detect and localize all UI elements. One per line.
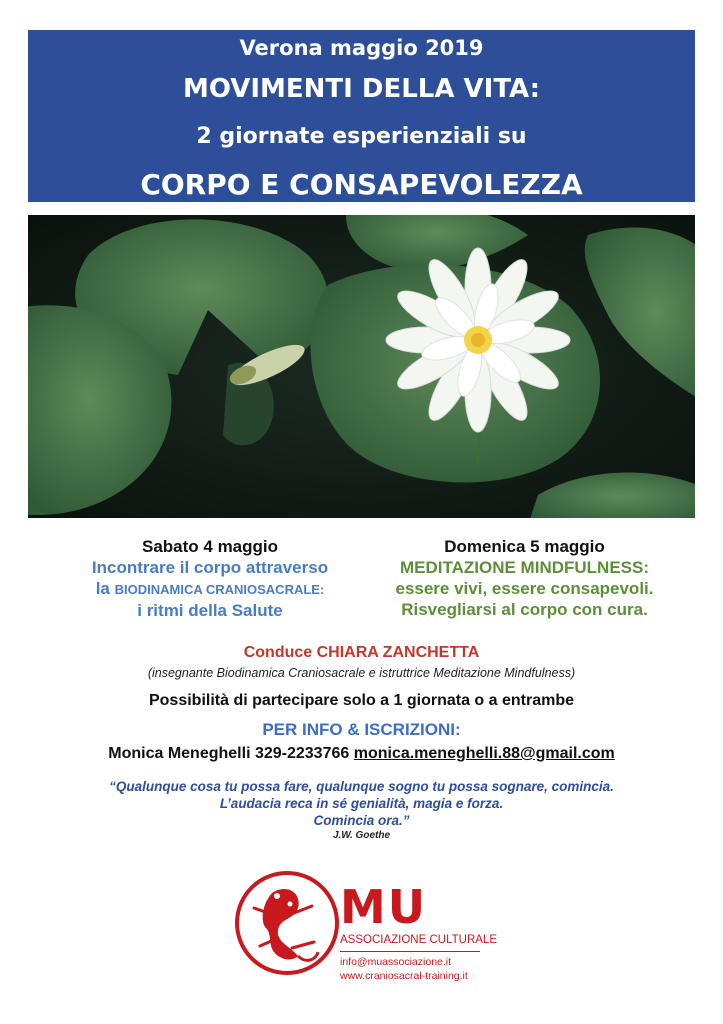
leader-line: Conduce CHIARA ZANCHETTA	[243, 644, 480, 661]
mu-salamander-logo-icon	[232, 868, 342, 978]
title-banner	[28, 30, 695, 202]
sunday-date: Domenica 5 maggio	[444, 537, 605, 556]
event-title: MOVIMENTI DELLA VITA:	[182, 74, 541, 104]
sunday-line2: essere vivi, essere consapevoli.	[395, 579, 654, 598]
saturday-line3: i ritmi della Salute	[137, 601, 283, 620]
participation-note: Possibilità di partecipare solo a 1 giornata o a entrambe	[148, 692, 574, 709]
event-subtitle: 2 giornate esperienziali su	[196, 124, 527, 149]
contact-line	[0, 745, 723, 763]
quote-author: J.W. Goethe	[332, 830, 391, 841]
logo-email[interactable]: info@muassociazione.it	[340, 956, 452, 968]
quote-line1: “Qualunque cosa tu possa fare, qualunque sogno tu possa sognare, comincia.	[109, 779, 614, 794]
water-lily-photo	[28, 215, 695, 518]
saturday-line2-prefix: la	[95, 579, 110, 598]
event-theme: CORPO E CONSAPEVOLEZZA	[140, 168, 583, 201]
saturday-line1: Incontrare il corpo attraverso	[91, 558, 329, 577]
sunday-program	[362, 536, 687, 620]
saturday-date: Sabato 4 maggio	[141, 537, 279, 556]
logo-divider	[340, 951, 480, 952]
goethe-quote	[0, 778, 723, 829]
contact-email-link[interactable]: monica.meneghelli.88@gmail.com	[353, 745, 615, 762]
logo-wordmark: MU	[340, 880, 428, 934]
event-date-heading: Verona maggio 2019	[239, 36, 484, 60]
logo-website[interactable]: www.craniosacral-training.it	[340, 970, 468, 982]
leader-role: (insegnante Biodinamica Craniosacrale e istruttrice Meditazione Mindfulness)	[147, 666, 576, 680]
saturday-discipline: BIODINAMICA CRANIOSACRALE:	[114, 582, 325, 597]
quote-line3: Comincia ora.”	[313, 813, 410, 828]
sunday-line3: Risvegliarsi al corpo con cura.	[401, 600, 648, 619]
sunday-line1: MEDITAZIONE MINDFULNESS:	[399, 558, 649, 577]
contact-name-phone: Monica Meneghelli 329-2233766	[108, 745, 350, 762]
saturday-line2	[60, 578, 360, 600]
info-heading: PER INFO & ISCRIZIONI:	[262, 720, 461, 739]
saturday-program	[60, 536, 360, 621]
quote-line2: L’audacia reca in sé genialità, magia e forza.	[219, 796, 504, 811]
logo-subtitle: ASSOCIAZIONE CULTURALE	[340, 934, 497, 946]
